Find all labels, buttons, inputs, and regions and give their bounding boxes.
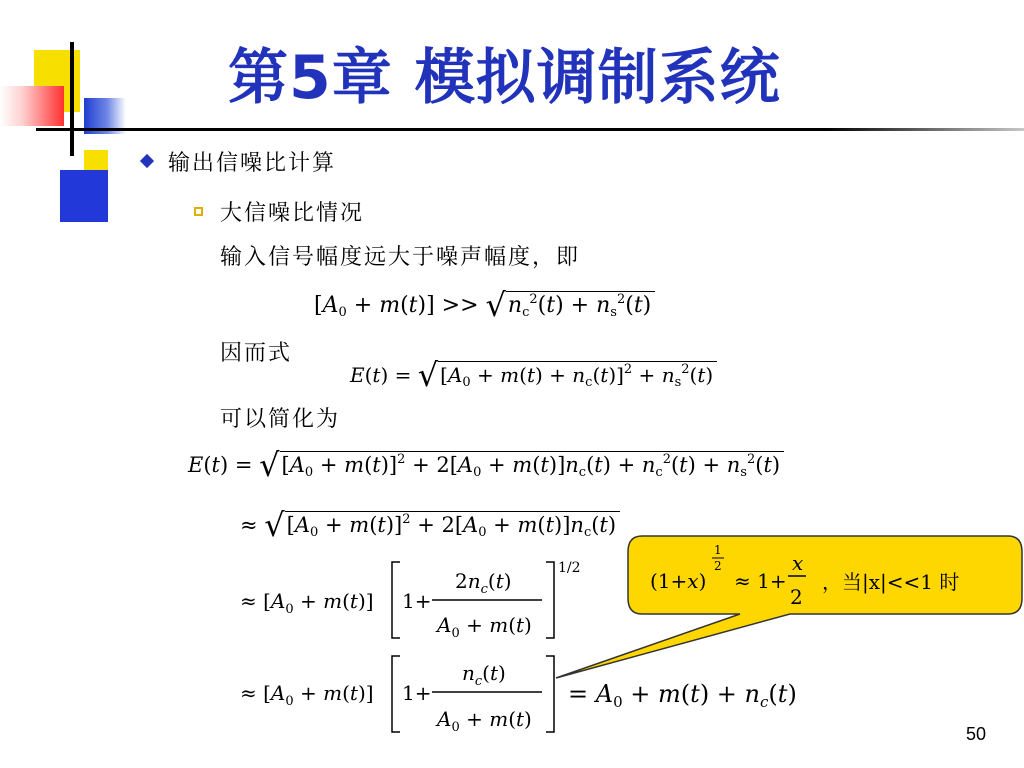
svg-text:A0 + m(t): $A_0 + m(t)$ (437, 613, 532, 641)
svg-text:x: x (792, 551, 804, 575)
equation-envelope: E(t) = √ $[A_0 + m(t) + n_c(t)]^2 + n_s^2(t)$ (350, 356, 717, 394)
equation-approx-1: ≈ $√[A_0 + m(t)]^2 + 2[A_0 + m(t)]n_c(t)$ (240, 506, 620, 544)
text-line-1: 输入信号幅度远大于噪声幅度，即 (220, 245, 581, 270)
bullet-text-1: 输出信噪比计算 (168, 151, 337, 176)
slide-title: 第5章 模拟调制系统 (228, 43, 781, 113)
svg-text:1+: 1+ (402, 681, 432, 705)
text-line-2: 因而式 (220, 341, 293, 366)
svg-text:≈ 1+: ≈ 1+ (734, 569, 787, 593)
callout-formula (640, 538, 840, 614)
page-number: 50 (966, 724, 987, 744)
callout-condition: ，当|x|<<1 时 (822, 570, 960, 594)
svg-text:2: 2 (714, 559, 722, 573)
svg-text:≈ [A0 + m(t)]: ≈ $[A_0 + m(t)]$ (240, 681, 374, 709)
svg-text:2: 2 (790, 585, 803, 609)
equation-condition: $[A_0 + m(t)] >> √n_c^2(t) + n_s^2(t)$ (314, 286, 655, 324)
svg-text:nc(t): $n_c(t)$ (462, 661, 506, 689)
svg-text:(1+x): (1+x) (650, 569, 707, 593)
text-line-3: 可以简化为 (220, 407, 341, 432)
bullet-text-2: 大信噪比情况 (220, 201, 365, 226)
svg-text:≈ [A0 + m(t)]: ≈ $[A_0 + m(t)]$ (240, 589, 374, 617)
svg-text:1+: 1+ (402, 589, 432, 613)
svg-text:= A0 + m(t) + nc(t): = $A_0 + m(t) + n_c(t)$ (568, 680, 797, 711)
svg-text:2nc(t): $2n_c(t)$ (455, 569, 512, 597)
svg-text:1/2: 1/2 (558, 560, 581, 576)
equation-expanded: $E(t) = √[A_0 + m(t)]^2 + 2[A_0 + m(t)]n_c(t) + n_c^2(t) + n_s^2(t)$ (188, 446, 784, 484)
svg-text:A0 + m(t): $A_0 + m(t)$ (437, 707, 532, 735)
svg-text:1: 1 (714, 543, 722, 557)
